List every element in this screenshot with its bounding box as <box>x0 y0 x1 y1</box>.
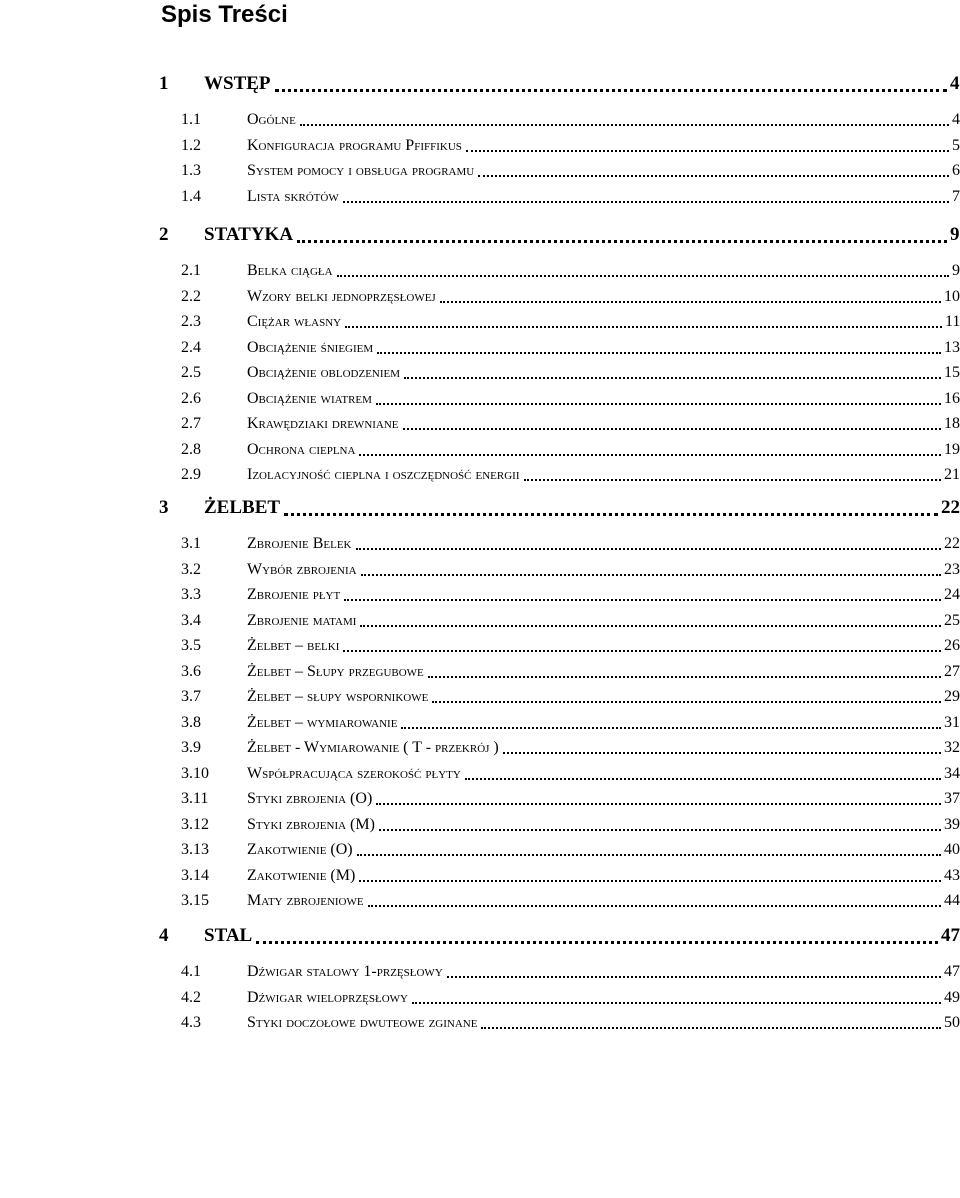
toc-entry-row[interactable] <box>0 839 960 863</box>
section-number: 4 <box>159 925 169 946</box>
entry-number: 2.5 <box>181 364 201 381</box>
dot-leader <box>275 89 947 92</box>
dot-leader <box>337 275 949 277</box>
toc-entry-row[interactable] <box>0 961 960 985</box>
entry-title: Żelbet – Słupy przegubowe <box>247 663 424 680</box>
dot-leader <box>284 513 938 516</box>
toc-entry-row[interactable] <box>0 311 960 335</box>
toc-entry-row[interactable] <box>0 635 960 659</box>
entry-title: Lista skrótów <box>247 188 339 205</box>
dot-leader <box>344 599 941 601</box>
entry-title: Zakotwienie (O) <box>247 841 353 858</box>
toc-entry-row[interactable] <box>0 388 960 412</box>
toc-entry-row[interactable] <box>0 186 960 210</box>
dot-leader <box>428 676 941 678</box>
entry-number: 1.2 <box>181 137 201 154</box>
entry-title: Żelbet - Wymiarowanie ( T - przekrój ) <box>247 739 499 756</box>
entry-title: Konfiguracja programu Pfiffikus <box>247 137 462 154</box>
entry-number: 2.7 <box>181 415 201 432</box>
dot-leader <box>466 150 949 152</box>
section-number: 2 <box>159 224 169 245</box>
entry-page-number: 27 <box>944 663 960 680</box>
toc-entry-row[interactable] <box>0 865 960 889</box>
entry-title: Maty zbrojeniowe <box>247 892 364 909</box>
entry-page-number: 7 <box>952 188 960 205</box>
entry-number: 4.3 <box>181 1014 201 1031</box>
entry-number: 4.2 <box>181 989 201 1006</box>
entry-title: Żelbet – belki <box>247 637 340 654</box>
entry-title: Styki zbrojenia (M) <box>247 816 375 833</box>
entry-number: 3.3 <box>181 586 201 603</box>
entry-page-number: 11 <box>945 313 960 330</box>
dot-leader <box>361 574 941 576</box>
entry-page-number: 21 <box>944 466 960 483</box>
toc-entry-row[interactable] <box>0 559 960 583</box>
dot-leader <box>368 905 941 907</box>
entry-title: Ochrona cieplna <box>247 441 356 458</box>
entry-number: 3.4 <box>181 612 201 629</box>
entry-number: 3.9 <box>181 739 201 756</box>
toc-entry-row[interactable] <box>0 890 960 914</box>
entry-page-number: 29 <box>944 688 960 705</box>
toc-entry-row[interactable] <box>0 286 960 310</box>
entry-number: 3.10 <box>181 765 209 782</box>
dot-leader <box>345 326 942 328</box>
dot-leader <box>343 650 941 652</box>
dot-leader <box>465 778 941 780</box>
dot-leader <box>481 1027 941 1029</box>
entry-number: 2.9 <box>181 466 201 483</box>
entry-page-number: 37 <box>944 790 960 807</box>
dot-leader <box>478 175 949 177</box>
dot-leader <box>524 479 941 481</box>
entry-number: 3.8 <box>181 714 201 731</box>
entry-number: 2.6 <box>181 390 201 407</box>
entry-number: 3.14 <box>181 867 209 884</box>
entry-page-number: 13 <box>944 339 960 356</box>
entry-page-number: 25 <box>944 612 960 629</box>
entry-number: 4.1 <box>181 963 201 980</box>
entry-title: Ciężar własny <box>247 313 342 330</box>
entry-number: 3.7 <box>181 688 201 705</box>
toc-entry-row[interactable] <box>0 533 960 557</box>
dot-leader <box>401 727 941 729</box>
entry-number: 3.11 <box>181 790 209 807</box>
entry-page-number: 31 <box>944 714 960 731</box>
toc-entry-row[interactable] <box>0 584 960 608</box>
toc-section-row[interactable] <box>0 223 960 247</box>
entry-title: Belka ciągła <box>247 262 333 279</box>
toc-entry-row[interactable] <box>0 337 960 361</box>
entry-page-number: 19 <box>944 441 960 458</box>
entry-page-number: 5 <box>952 137 960 154</box>
entry-page-number: 32 <box>944 739 960 756</box>
entry-page-number: 22 <box>944 535 960 552</box>
section-title: ŻELBET <box>204 497 281 518</box>
dot-leader <box>300 124 949 126</box>
entry-title: Obciążenie śniegiem <box>247 339 374 356</box>
dot-leader <box>447 976 941 978</box>
toc-entry-row[interactable] <box>0 610 960 634</box>
toc-section-row[interactable] <box>0 924 960 948</box>
section-title: STATYKA <box>204 224 294 245</box>
section-title: WSTĘP <box>204 73 271 94</box>
section-number: 3 <box>159 497 169 518</box>
dot-leader <box>379 829 941 831</box>
toc-entry-row[interactable] <box>0 439 960 463</box>
entry-title: Wzory belki jednoprzęsłowej <box>247 288 436 305</box>
toc-entry-row[interactable] <box>0 362 960 386</box>
dot-leader <box>440 301 941 303</box>
dot-leader <box>357 854 941 856</box>
dot-leader <box>297 240 947 243</box>
section-page-number: 22 <box>941 497 960 518</box>
entry-title: Izolacyjność cieplna i oszczędność energii <box>247 466 520 483</box>
entry-page-number: 39 <box>944 816 960 833</box>
entry-page-number: 23 <box>944 561 960 578</box>
dot-leader <box>377 352 941 354</box>
entry-page-number: 4 <box>952 111 960 128</box>
toc-entry-row[interactable] <box>0 763 960 787</box>
entry-number: 2.1 <box>181 262 201 279</box>
dot-leader <box>376 403 941 405</box>
entry-number: 1.4 <box>181 188 201 205</box>
entry-title: Styki zbrojenia (O) <box>247 790 373 807</box>
entry-title: System pomocy i obsługa programu <box>247 162 475 179</box>
entry-title: Zbrojenie płyt <box>247 586 341 603</box>
toc-entry-row[interactable] <box>0 135 960 159</box>
entry-title: Zbrojenie Belek <box>247 535 352 552</box>
entry-number: 3.6 <box>181 663 201 680</box>
entry-number: 3.13 <box>181 841 209 858</box>
entry-title: Żelbet – słupy wspornikowe <box>247 688 429 705</box>
entry-title: Styki doczołowe dwuteowe zginane <box>247 1014 478 1031</box>
entry-number: 2.4 <box>181 339 201 356</box>
toc-entry-row[interactable] <box>0 160 960 184</box>
entry-page-number: 10 <box>944 288 960 305</box>
entry-page-number: 18 <box>944 415 960 432</box>
entry-number: 1.1 <box>181 111 201 128</box>
toc-entry-row[interactable] <box>0 413 960 437</box>
section-page-number: 47 <box>941 925 960 946</box>
dot-leader <box>404 377 941 379</box>
entry-page-number: 47 <box>944 963 960 980</box>
entry-title: Ogólne <box>247 111 296 128</box>
entry-page-number: 50 <box>944 1014 960 1031</box>
toc-entry-row[interactable] <box>0 464 960 488</box>
toc-entry-row[interactable] <box>0 712 960 736</box>
entry-page-number: 43 <box>944 867 960 884</box>
section-number: 1 <box>159 73 169 94</box>
dot-leader <box>376 803 941 805</box>
entry-number: 3.5 <box>181 637 201 654</box>
entry-title: Dźwigar wieloprzęsłowy <box>247 989 408 1006</box>
entry-title: Obciążenie wiatrem <box>247 390 372 407</box>
dot-leader <box>256 941 938 944</box>
entry-number: 2.3 <box>181 313 201 330</box>
entry-number: 2.8 <box>181 441 201 458</box>
toc-section-row[interactable] <box>0 72 960 96</box>
entry-page-number: 26 <box>944 637 960 654</box>
toc-entry-row[interactable] <box>0 260 960 284</box>
dot-leader <box>343 201 949 203</box>
entry-number: 3.12 <box>181 816 209 833</box>
dot-leader <box>360 625 941 627</box>
page-title: Spis Treści <box>161 1 288 28</box>
toc-section-row[interactable] <box>0 496 960 520</box>
entry-page-number: 16 <box>944 390 960 407</box>
toc-entry-row[interactable] <box>0 814 960 838</box>
entry-title: Żelbet – wymiarowanie <box>247 714 398 731</box>
section-page-number: 9 <box>950 224 960 245</box>
toc-entry-row[interactable] <box>0 1012 960 1036</box>
dot-leader <box>412 1002 941 1004</box>
toc-entry-row[interactable] <box>0 661 960 685</box>
entry-page-number: 40 <box>944 841 960 858</box>
entry-title: Zakotwienie (M) <box>247 867 356 884</box>
entry-number: 3.1 <box>181 535 201 552</box>
entry-title: Dźwigar stalowy 1-przęsłowy <box>247 963 443 980</box>
section-title: STAL <box>204 925 253 946</box>
entry-title: Współpracująca szerokość płyty <box>247 765 461 782</box>
entry-page-number: 24 <box>944 586 960 603</box>
entry-title: Krawędziaki drewniane <box>247 415 399 432</box>
entry-number: 2.2 <box>181 288 201 305</box>
entry-page-number: 49 <box>944 989 960 1006</box>
toc-entry-row[interactable] <box>0 737 960 761</box>
entry-title: Wybór zbrojenia <box>247 561 357 578</box>
entry-page-number: 15 <box>944 364 960 381</box>
entry-page-number: 9 <box>952 262 960 279</box>
entry-page-number: 34 <box>944 765 960 782</box>
dot-leader <box>359 880 941 882</box>
entry-page-number: 44 <box>944 892 960 909</box>
entry-title: Obciążenie oblodzeniem <box>247 364 401 381</box>
dot-leader <box>356 548 941 550</box>
toc-entry-row[interactable] <box>0 109 960 133</box>
dot-leader <box>432 701 941 703</box>
dot-leader <box>503 752 941 754</box>
toc-entry-row[interactable] <box>0 788 960 812</box>
entry-title: Zbrojenie matami <box>247 612 357 629</box>
toc-entry-row[interactable] <box>0 987 960 1011</box>
section-page-number: 4 <box>950 73 960 94</box>
dot-leader <box>359 454 941 456</box>
entry-number: 1.3 <box>181 162 201 179</box>
dot-leader <box>403 428 941 430</box>
entry-number: 3.15 <box>181 892 209 909</box>
toc-entry-row[interactable] <box>0 686 960 710</box>
entry-number: 3.2 <box>181 561 201 578</box>
entry-page-number: 6 <box>952 162 960 179</box>
